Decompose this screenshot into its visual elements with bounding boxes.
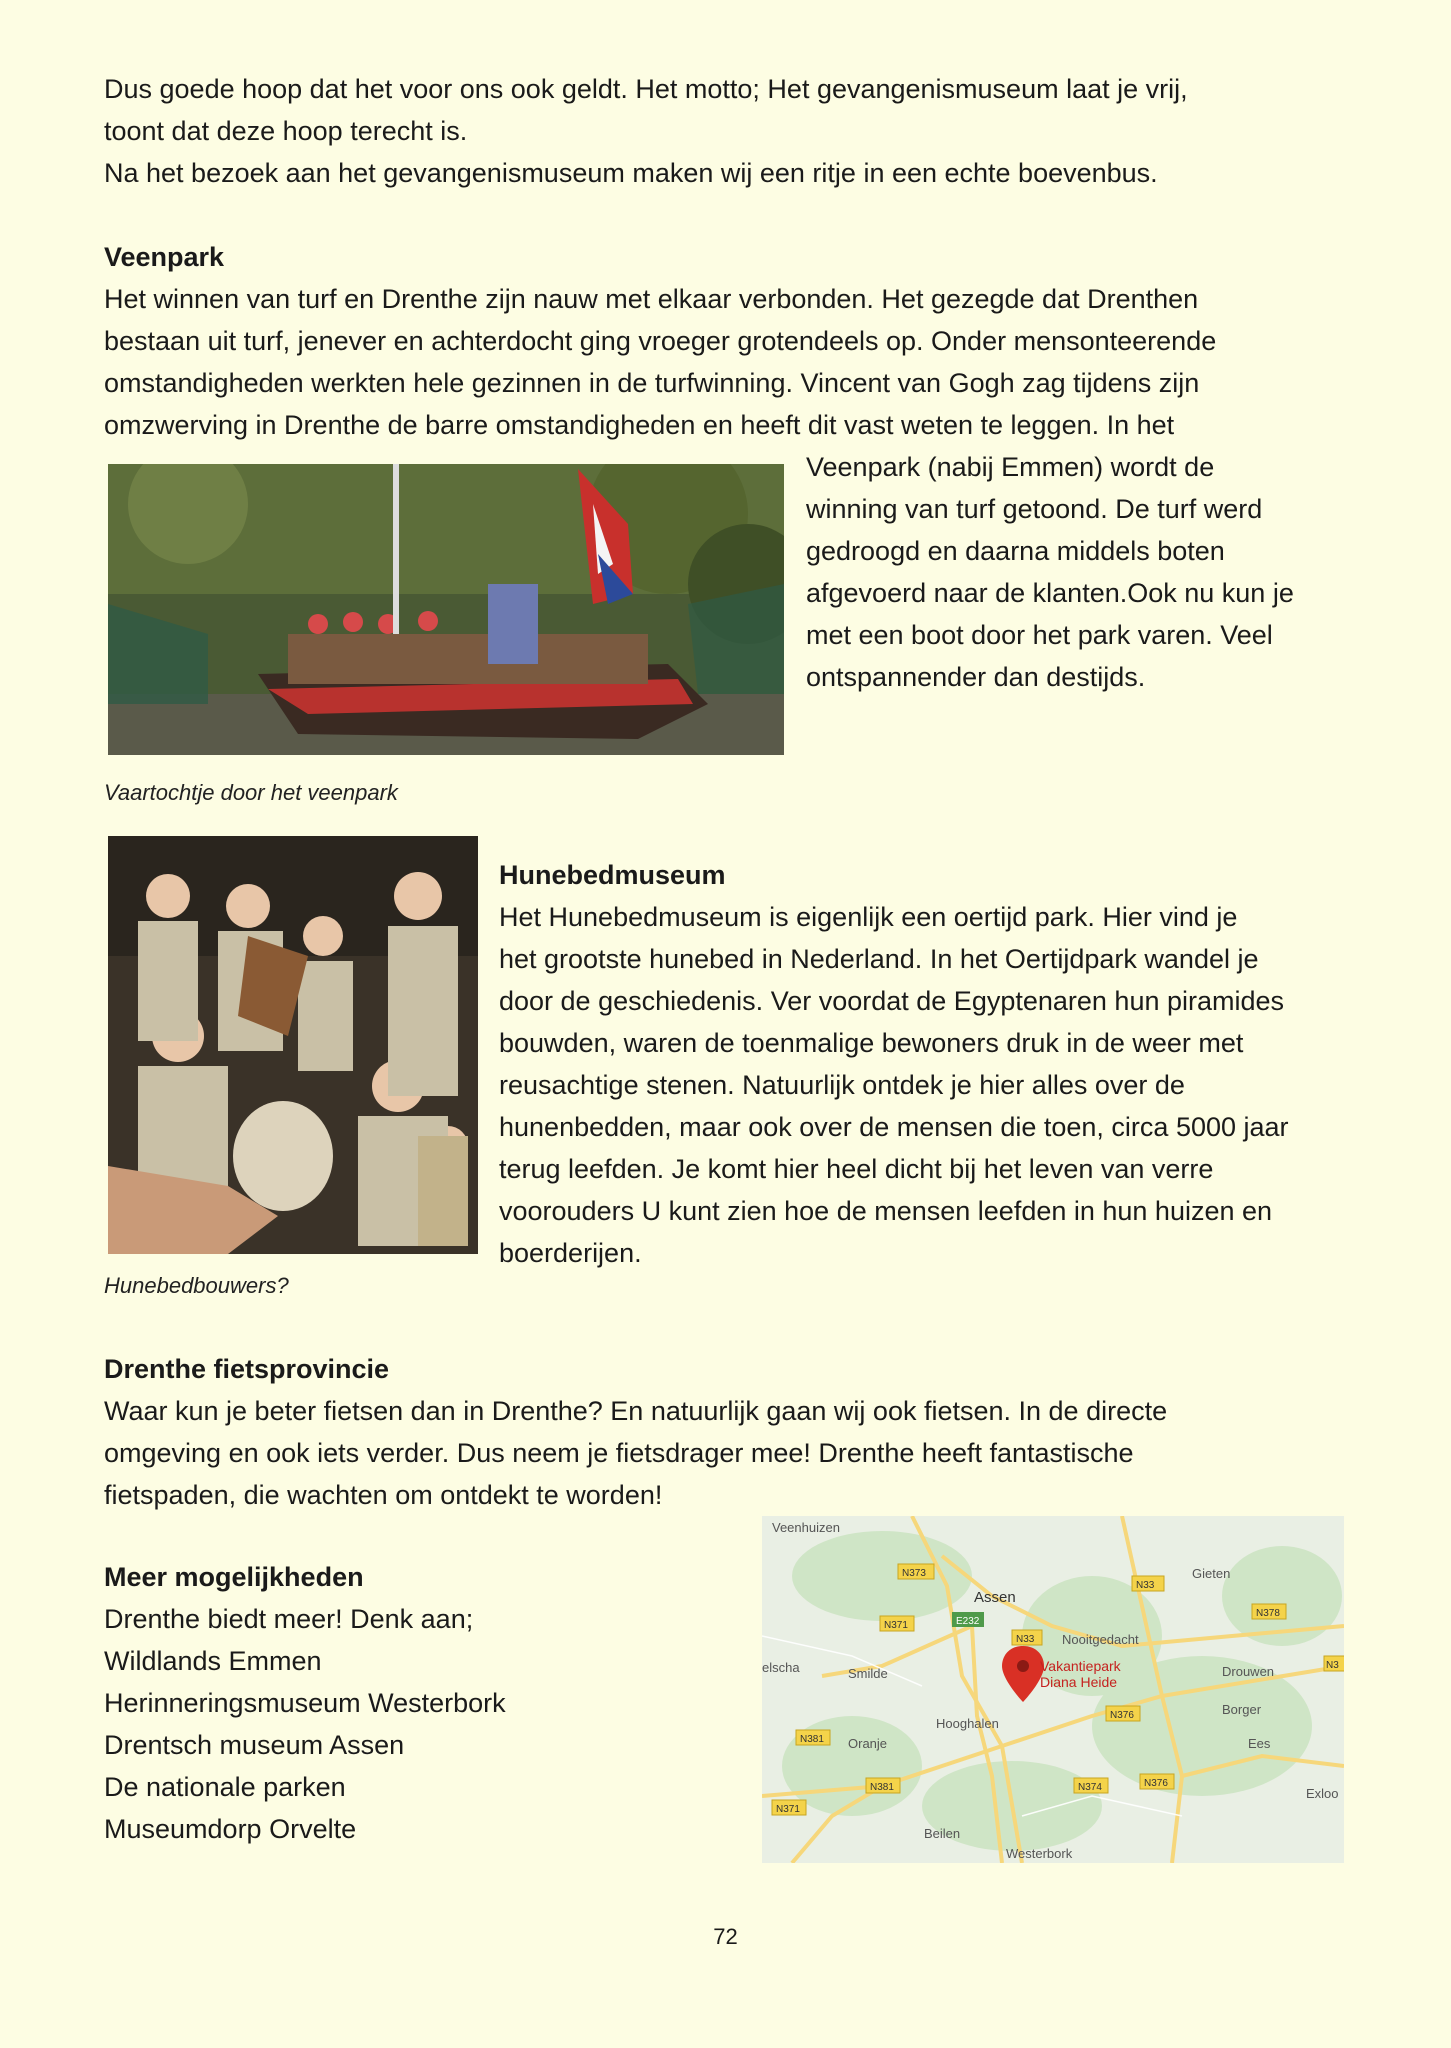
road-badge: E232	[956, 1616, 980, 1627]
map-place: Assen	[974, 1589, 1016, 1606]
map-place: elscha	[762, 1660, 800, 1675]
veenpark-line: bestaan uit turf, jenever en achterdocht ging vroeger grotendeels op. Onder mensonteerende	[104, 326, 1217, 356]
road-badge: N376	[1144, 1778, 1168, 1789]
hunebed-line: terug leefden. Je komt hier heel dicht bij het leven van verre	[499, 1154, 1214, 1184]
map-place: Veenhuizen	[772, 1520, 840, 1535]
intro-line-3: Na het bezoek aan het gevangenismuseum maken wij een ritje in een echte boevenbus.	[104, 158, 1158, 188]
meer-line: Herinneringsmuseum Westerbork	[104, 1688, 506, 1718]
veenpark-side-line: gedroogd en daarna middels boten	[806, 536, 1225, 566]
hunebed-line: Het Hunebedmuseum is eigenlijk een oertijd park. Hier vind je	[499, 902, 1238, 932]
location-map[interactable]	[762, 1516, 1344, 1863]
map-place: Nooitgedacht	[1062, 1632, 1139, 1647]
meer-heading: Meer mogelijkheden	[104, 1562, 364, 1592]
fiets-heading: Drenthe fietsprovincie	[104, 1354, 390, 1384]
hunebed-line: bouwden, waren de toenmalige bewoners druk in de weer met	[499, 1028, 1244, 1058]
veenpark-caption: Vaartochtje door het veenpark	[104, 780, 398, 805]
road-badge: N371	[884, 1620, 908, 1631]
map-place: Ees	[1248, 1736, 1271, 1751]
road-badge: N378	[1256, 1608, 1280, 1619]
meer-line: Drentsch museum Assen	[104, 1730, 405, 1760]
road-badge: N381	[870, 1782, 894, 1793]
map-place: Smilde	[848, 1666, 888, 1681]
meer-line: Drenthe biedt meer! Denk aan;	[104, 1604, 474, 1634]
road-badge: N373	[902, 1568, 926, 1579]
meer-line: Museumdorp Orvelte	[104, 1814, 357, 1844]
meer-line: De nationale parken	[104, 1772, 346, 1802]
veenpark-boat-photo	[108, 464, 784, 755]
hunebed-line: door de geschiedenis. Ver voordat de Egyptenaren hun piramides	[499, 986, 1285, 1016]
hunebed-line: boerderijen.	[499, 1238, 642, 1268]
map-pin-label-2: Diana Heide	[1040, 1674, 1118, 1690]
hunebed-caption: Hunebedbouwers?	[104, 1273, 289, 1298]
veenpark-side-line: winning van turf getoond. De turf werd	[806, 494, 1263, 524]
intro-line-1: Dus goede hoop dat het voor ons ook geldt. Het motto; Het gevangenismuseum laat je vrij,	[104, 74, 1188, 104]
map-place: Gieten	[1192, 1566, 1231, 1581]
fiets-line: omgeving en ook iets verder. Dus neem je fietsdrager mee! Drenthe heeft fantastische	[104, 1438, 1134, 1468]
road-badge: N3	[1326, 1660, 1339, 1671]
hunebed-line: voorouders U kunt zien hoe de mensen leefden in hun huizen en	[499, 1196, 1273, 1226]
hunebed-line: het grootste hunebed in Nederland. In het Oertijdpark wandel je	[499, 944, 1259, 974]
map-place: Drouwen	[1222, 1664, 1275, 1679]
veenpark-side-line: ontspannender dan destijds.	[806, 662, 1146, 692]
veenpark-line: omzwerving in Drenthe de barre omstandigheden en heeft dit vast weten te leggen. In het	[104, 410, 1175, 440]
hunebed-line: reusachtige stenen. Natuurlijk ontdek je hier alles over de	[499, 1070, 1185, 1100]
road-badge: N33	[1016, 1634, 1035, 1645]
map-place: Oranje	[848, 1736, 888, 1751]
veenpark-side-line: afgevoerd naar de klanten.Ook nu kun je	[806, 578, 1294, 608]
veenpark-heading: Veenpark	[104, 242, 225, 272]
map-place: Hooghalen	[936, 1716, 999, 1731]
map-place: Westerbork	[1006, 1846, 1073, 1861]
fiets-line: fietspaden, die wachten om ontdekt te worden!	[104, 1480, 663, 1510]
intro-line-2: toont dat deze hoop terecht is.	[104, 116, 468, 146]
map-place: Borger	[1222, 1702, 1262, 1717]
map-place: Beilen	[924, 1826, 961, 1841]
road-badge: N376	[1110, 1710, 1134, 1721]
veenpark-line: Het winnen van turf en Drenthe zijn nauw met elkaar verbonden. Het gezegde dat Drenthen	[104, 284, 1199, 314]
map-place: Exloo	[1306, 1786, 1339, 1801]
page-number: 72	[713, 1924, 738, 1949]
hunebed-heading: Hunebedmuseum	[499, 860, 726, 890]
road-badge: N371	[776, 1804, 800, 1815]
map-pin-label-1: Vakantiepark	[1040, 1658, 1121, 1674]
road-badge: N374	[1078, 1782, 1102, 1793]
veenpark-side-line: Veenpark (nabij Emmen) wordt de	[806, 452, 1215, 482]
fiets-line: Waar kun je beter fietsen dan in Drenthe? En natuurlijk gaan wij ook fietsen. In de directe	[104, 1396, 1168, 1426]
veenpark-side-line: met een boot door het park varen. Veel	[806, 620, 1273, 650]
hunebed-people-photo	[108, 836, 478, 1254]
road-badge: N381	[800, 1734, 824, 1745]
veenpark-line: omstandigheden werkten hele gezinnen in de turfwinning. Vincent van Gogh zag tijdens zijn	[104, 368, 1200, 398]
hunebed-line: hunenbedden, maar ook over de mensen die toen, circa 5000 jaar	[499, 1112, 1289, 1142]
road-badge: N33	[1136, 1580, 1155, 1591]
meer-line: Wildlands Emmen	[104, 1646, 322, 1676]
